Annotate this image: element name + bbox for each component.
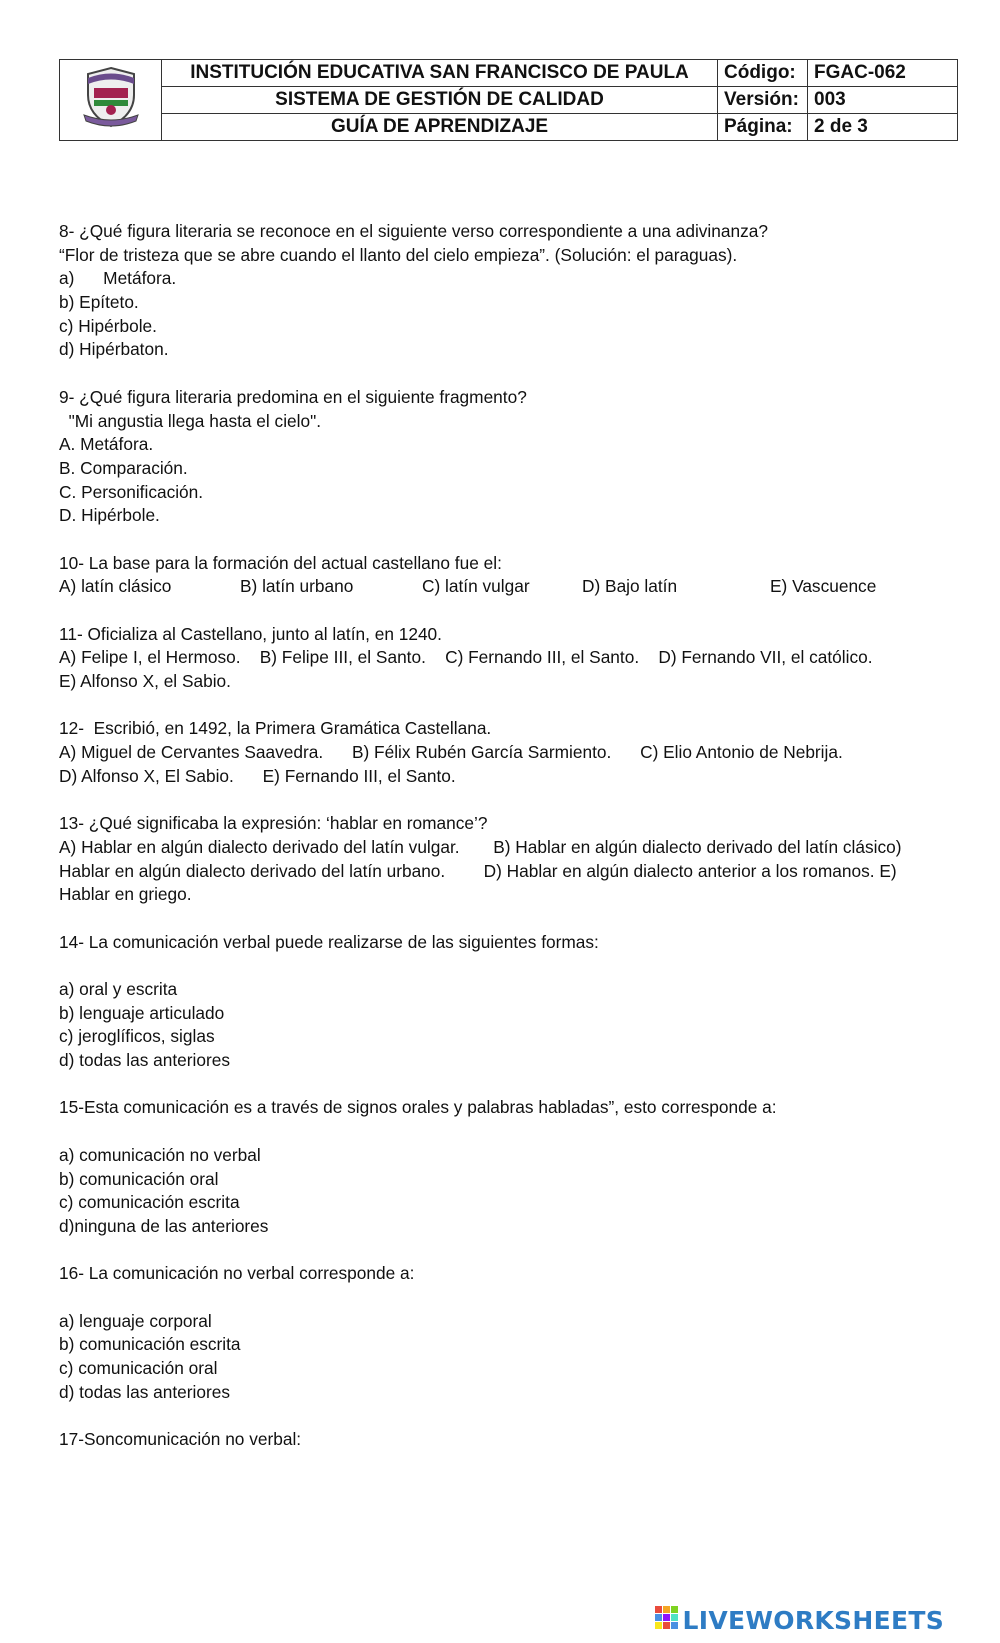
question-17 [59,1428,959,1452]
question-text: 9- ¿Qué figura literaria predomina en el siguiente fragmento? [59,386,527,407]
answer-option: c) comunicación oral [59,1358,218,1378]
answer-option: a) comunicación no verbal [59,1144,261,1165]
question-text: 16- La comunicación no verbal corresponde a: [59,1263,415,1284]
question-text: 10- La base para la formación del actual castellano fue el: [59,552,502,573]
institution-name: INSTITUCIÓN EDUCATIVA SAN FRANCISCO DE PAULA [162,60,718,87]
answer-options-line: E) Alfonso X, el Sabio. [59,671,231,692]
question-11 [59,623,959,694]
answer-option: b) lenguaje articulado [59,1002,225,1023]
answer-option: D) Bajo latín [582,576,678,597]
liveworksheets-brand[interactable] [655,1605,944,1635]
question-text: 17-Soncomunicación no verbal: [59,1429,302,1450]
question-text: 14- La comunicación verbal puede realizarse de las siguientes formas: [59,931,599,952]
question-quote: "Mi angustia llega hasta el cielo". [59,410,322,431]
answer-options-line: Hablar en griego. [59,884,192,905]
question-12 [59,717,959,788]
version-value: 003 [808,87,958,114]
answer-option: a) oral y escrita [59,979,178,999]
question-text: 12- Escribió, en 1492, la Primera Gramática Castellana. [59,718,492,739]
answer-option: d) Hipérbaton. [59,339,169,360]
question-15 [59,1096,959,1238]
answer-option: c) jeroglíficos, siglas [59,1026,215,1047]
school-crest-icon [60,60,162,141]
system-name: SISTEMA DE GESTIÓN DE CALIDAD [162,87,718,114]
question-quote: “Flor de tristeza que se abre cuando el llanto del cielo empieza”. (Solución: el paraguas). [59,244,738,265]
answer-option: C) latín vulgar [422,576,530,597]
brand-name: LIVEWORKSHEETS [682,1605,944,1635]
answer-option: B. Comparación. [59,457,188,478]
question-text: 15-Esta comunicación es a través de signos orales y palabras habladas”, esto corresponde a: [59,1097,777,1118]
answer-option: A) latín clásico [59,576,172,597]
answer-option: D. Hipérbole. [59,505,160,526]
question-13 [59,812,959,907]
answer-option: a) Metáfora. [59,268,177,289]
answer-options-row [59,575,959,599]
answer-options-line: D) Alfonso X, El Sabio. E) Fernando III, el Santo. [59,765,456,786]
question-8 [59,220,959,362]
document-header [59,59,958,141]
answer-option: c) comunicación escrita [59,1192,240,1213]
page-value: 2 de 3 [808,114,958,141]
question-text: 8- ¿Qué figura literaria se reconoce en el siguiente verso correspondiente a una adivinanza? [59,221,768,241]
question-text: 11- Oficializa al Castellano, junto al latín, en 1240. [59,623,442,644]
page-label: Página: [718,114,808,141]
code-value: FGAC-062 [808,60,958,87]
answer-option: A. Metáfora. [59,434,154,455]
answer-options-line: A) Felipe I, el Hermoso. B) Felipe III, el Santo. C) Fernando III, el Santo. D) Fernando VII, el católico. [59,647,873,668]
answer-option: E) Vascuence [770,576,877,597]
answer-options-line: A) Hablar en algún dialecto derivado del latín vulgar. B) Hablar en algún dialecto derivado del latín clásico) [59,836,902,857]
answer-option: d)ninguna de las anteriores [59,1215,269,1236]
version-label: Versión: [718,87,808,114]
worksheet-body [59,220,959,1452]
question-9 [59,386,959,528]
question-16 [59,1262,959,1404]
answer-option: d) todas las anteriores [59,1050,230,1071]
answer-option: d) todas las anteriores [59,1381,230,1402]
question-text: 13- ¿Qué significaba la expresión: ‘hablar en romance’? [59,813,488,834]
liveworksheets-logo-icon [655,1606,679,1635]
answer-option: b) comunicación oral [59,1168,219,1189]
question-10 [59,552,959,599]
answer-option: B) latín urbano [240,576,354,597]
answer-option: b) comunicación escrita [59,1334,241,1355]
code-label: Código: [718,60,808,87]
answer-option: C. Personificación. [59,481,204,502]
answer-option: c) Hipérbole. [59,315,157,336]
answer-options-line: Hablar en algún dialecto derivado del latín urbano. D) Hablar en algún dialecto anterior a los romanos. E) [59,860,897,881]
guide-title: GUÍA DE APRENDIZAJE [162,114,718,141]
answer-options-line: A) Miguel de Cervantes Saavedra. B) Félix Rubén García Sarmiento. C) Elio Antonio de Nebrija. [59,742,843,763]
answer-option: a) lenguaje corporal [59,1310,212,1331]
answer-option: b) Epíteto. [59,292,139,313]
question-14 [59,931,959,1073]
